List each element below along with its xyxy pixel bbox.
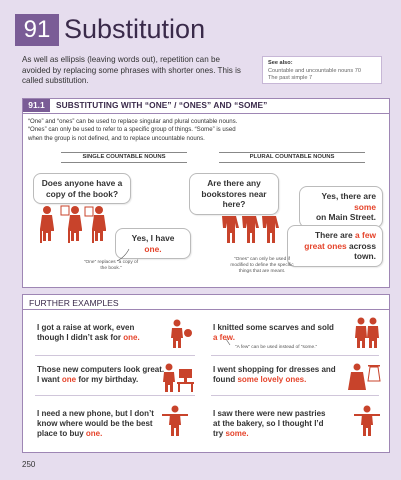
example-6-highlight: some.	[225, 429, 249, 438]
answer-3-text-end: across town.	[346, 240, 376, 261]
unit-number: 91	[15, 14, 59, 46]
example-3-highlight: one	[61, 375, 77, 384]
further-examples-heading: FURTHER EXAMPLES	[29, 298, 119, 308]
phone-figure-icon	[162, 406, 188, 437]
explain-line-3: when the group is not defined, and to replace uncountable nouns.	[28, 134, 205, 142]
speech-bubble-answer-3	[287, 225, 383, 267]
chair-icon	[40, 229, 54, 231]
dress-shopping-icon	[348, 364, 380, 391]
example-4-highlight: some lovely ones.	[237, 375, 307, 384]
person-figure-icon	[68, 206, 82, 241]
explain-line-2: “Ones” can only be used to refer to a specific group of things. “Some” is used	[28, 126, 236, 134]
example-3-line-2-end: for my birthday.	[76, 375, 139, 384]
answer-3-highlight: a few great ones	[304, 230, 376, 251]
book-icon	[61, 206, 69, 215]
example-2-line-1: I knitted some scarves and sold	[213, 323, 334, 332]
chair-icon	[68, 229, 82, 231]
money-raise-icon	[171, 320, 192, 349]
further-examples-panel	[22, 294, 390, 453]
example-2-highlight: a few.	[213, 333, 235, 342]
unit-title: Substitution	[64, 14, 206, 44]
note-a-few: “A few” can be used instead of “some.”	[235, 345, 318, 350]
example-illustrations	[23, 295, 391, 454]
answer-3-text: There are	[315, 230, 356, 240]
answer-2-text: Yes, there are	[321, 191, 376, 201]
answer-2-highlight: some	[354, 201, 376, 212]
example-3-line-1: Those new computers look great.	[37, 365, 165, 374]
example-1-highlight: one.	[123, 333, 140, 342]
explain-line-1: “One” and “ones” can be used to replace singular and plural countable nouns.	[28, 118, 238, 125]
person-figure-icon	[92, 206, 106, 241]
example-5-line-1: I need a new phone, but I don’t	[37, 409, 154, 418]
section-panel	[22, 98, 390, 288]
answer-2-text-end: on Main Street.	[315, 212, 376, 222]
example-1-line-2: though I didn’t ask for	[37, 333, 124, 342]
column-heading-singular: SINGLE COUNTABLE NOUNS	[61, 152, 187, 163]
example-6-line-2: at the bakery, so I thought I’d	[213, 419, 324, 428]
note-one-replaces: “One” replaces “a copy of the book.”	[83, 260, 139, 271]
see-also-link-1[interactable]: Countable and uncountable nouns 70	[268, 67, 361, 74]
example-6-line-3: try	[213, 429, 226, 438]
speech-bubble-question-1: Does anyone have a copy of the book?	[33, 173, 131, 204]
example-6-line-1: I saw there were new pastries	[213, 409, 326, 418]
computer-figure-icon	[163, 364, 194, 393]
section-title: SUBSTITUTING WITH “ONE” / “ONES” AND “SOME”	[56, 100, 268, 110]
scarf-figures-icon	[355, 318, 379, 349]
pastry-figure-icon	[354, 406, 380, 437]
section-number: 91.1	[23, 99, 50, 112]
note-ones-usage: “Ones” can only be used if modified to define the specific things that are meant.	[230, 257, 294, 274]
answer-1-text: Yes, I have	[131, 233, 175, 243]
see-also-box	[262, 56, 382, 84]
example-1-line-1: I got a raise at work, even	[37, 323, 135, 332]
book-icon	[85, 207, 93, 216]
speech-bubble-question-2: Are there any bookstores near here?	[189, 173, 279, 215]
person-figure-icon	[40, 206, 54, 241]
example-5-highlight: one.	[85, 429, 103, 438]
answer-1-highlight: one.	[144, 243, 162, 254]
column-heading-plural: PLURAL COUNTABLE NOUNS	[219, 152, 365, 163]
speech-bubble-answer-2	[299, 186, 383, 228]
example-5-line-3: place to buy	[37, 429, 86, 438]
example-3-line-2: I want	[37, 375, 62, 384]
example-4-line-1: I went shopping for dresses and	[213, 365, 336, 374]
see-also-link-2[interactable]: The past simple 7	[268, 75, 313, 81]
example-5-line-2: know where would be the best	[37, 419, 153, 428]
see-also-label: See also:	[268, 60, 293, 66]
chair-icon	[92, 229, 106, 231]
example-4-line-2: found	[213, 375, 238, 384]
page-number: 250	[22, 460, 36, 469]
intro-text: As well as ellipsis (leaving words out), repetition can be avoided by replacing some phrases with shorter ones. This is called substitution.	[22, 55, 241, 85]
